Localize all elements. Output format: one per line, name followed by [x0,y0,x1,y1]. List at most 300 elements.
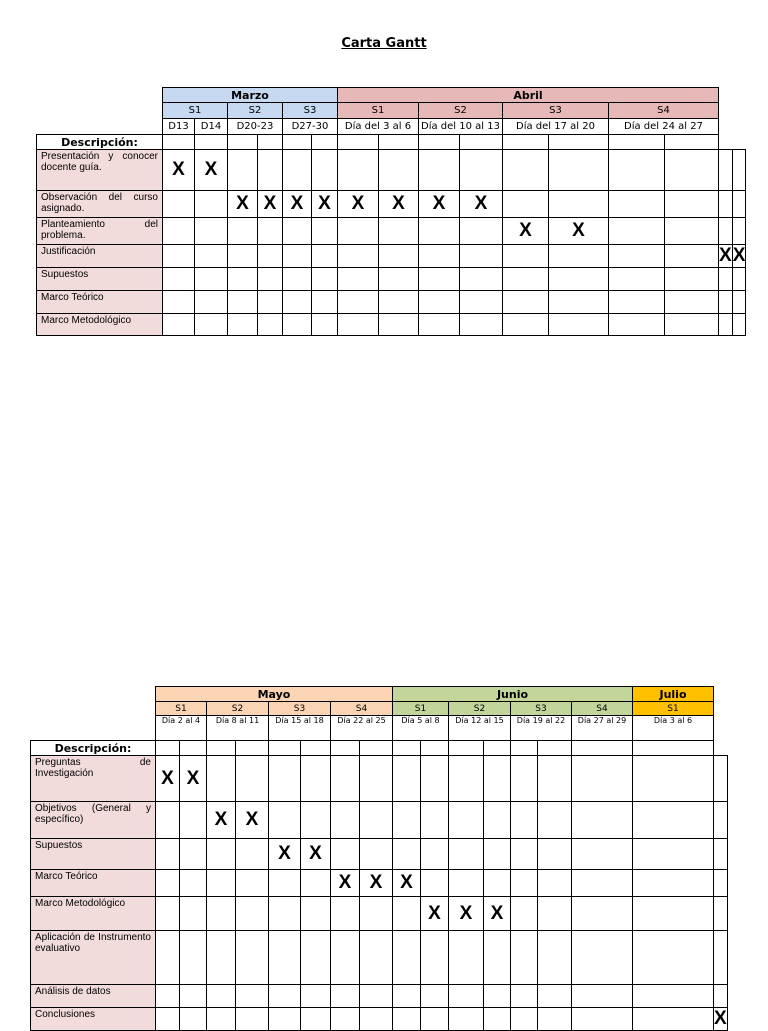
schedule-cell [460,314,503,336]
schedule-cell [258,218,283,245]
schedule-cell [207,870,236,897]
task-label: Marco Teórico [37,291,163,314]
schedule-cell: X [301,839,331,870]
task-row [31,1008,728,1031]
day-header: Día 15 al 18 [269,716,331,741]
schedule-cell [714,839,728,870]
day-header: Día 22 al 25 [331,716,393,741]
grid-cell [609,135,665,150]
schedule-cell [633,985,714,1008]
schedule-cell: X [195,150,228,191]
gantt-table-mayo-julio [30,686,728,1031]
schedule-cell [269,756,301,802]
schedule-cell [331,897,360,931]
schedule-cell [719,314,733,336]
schedule-cell [714,756,728,802]
schedule-cell: X [732,245,746,266]
schedule-cell [665,218,719,245]
task-row [37,245,746,268]
task-label: Marco Metodológico [37,314,163,336]
schedule-cell [360,897,393,931]
task-row [31,802,728,839]
task-label: Observación del curso asignado. [37,191,163,218]
schedule-cell [419,314,460,336]
grid-cell [360,741,393,756]
schedule-cell [449,931,484,985]
schedule-cell [484,839,511,870]
schedule-cell [511,985,538,1008]
grid-cell [269,741,301,756]
task-label: Supuestos [37,268,163,291]
schedule-cell [360,931,393,985]
schedule-cell [301,897,331,931]
task-rows [31,756,728,1031]
grid-cell [283,135,312,150]
task-label: Marco Teórico [31,870,156,897]
schedule-cell [665,191,719,218]
schedule-cell [228,268,258,291]
schedule-cell [511,1008,538,1031]
schedule-cell [393,839,421,870]
schedule-cell [460,268,503,291]
schedule-cell [180,870,207,897]
grid-cell [331,741,360,756]
schedule-cell [419,291,460,314]
schedule-cell [421,870,449,897]
schedule-cell [338,291,379,314]
schedule-cell [609,245,665,268]
schedule-cell [572,1008,633,1031]
description-header: Descripción: [37,135,163,150]
week-header: S1 [338,103,419,119]
schedule-cell [156,839,180,870]
schedule-cell [301,985,331,1008]
schedule-cell [538,897,572,931]
schedule-cell [163,245,195,268]
schedule-cell: X [207,802,236,839]
schedule-cell: X [180,756,207,802]
schedule-cell [258,314,283,336]
schedule-cell [665,291,719,314]
schedule-cell: X [258,191,283,218]
schedule-cell [633,931,714,985]
description-header: Descripción: [31,741,156,756]
schedule-cell [633,756,714,802]
task-label: Planteamiento del problema. [37,218,163,245]
schedule-cell [449,870,484,897]
schedule-cell [484,1008,511,1031]
schedule-cell [236,756,269,802]
day-header: Día del 17 al 20 [503,119,609,135]
week-header: S2 [228,103,283,119]
schedule-cell [503,314,549,336]
schedule-cell [258,291,283,314]
schedule-cell [460,245,503,268]
week-header: S4 [572,702,633,716]
schedule-cell [312,245,338,268]
schedule-cell: X [379,191,419,218]
schedule-cell [207,931,236,985]
grid-cell [633,741,714,756]
task-row [37,191,746,218]
day-header: D27-30 [283,119,338,135]
schedule-cell [449,985,484,1008]
day-header: D14 [195,119,228,135]
schedule-cell [195,291,228,314]
schedule-cell [258,245,283,268]
schedule-cell [180,1008,207,1031]
schedule-cell [180,802,207,839]
month-header: Mayo [156,687,393,702]
schedule-cell [421,1008,449,1031]
schedule-cell [269,897,301,931]
schedule-cell [301,756,331,802]
schedule-cell: X [714,1008,727,1029]
schedule-cell [572,839,633,870]
schedule-cell [163,218,195,245]
schedule-cell [312,268,338,291]
schedule-cell [207,1008,236,1031]
schedule-cell [283,291,312,314]
schedule-cell [331,931,360,985]
schedule-cell [503,291,549,314]
grid-cell [511,741,538,756]
blank-corner [37,103,163,119]
schedule-cell [312,150,338,191]
schedule-cell [207,897,236,931]
schedule-cell [719,191,733,218]
schedule-cell [511,931,538,985]
schedule-cell [714,870,728,897]
schedule-cell [665,150,719,191]
grid-cell [156,741,180,756]
schedule-cell [609,314,665,336]
schedule-cell [180,839,207,870]
task-label: Justificación [37,245,163,268]
task-row [31,839,728,870]
schedule-cell [511,897,538,931]
schedule-cell [379,291,419,314]
schedule-cell [421,931,449,985]
task-row [31,870,728,897]
grid-cell [538,741,572,756]
schedule-cell [236,1008,269,1031]
schedule-cell [338,218,379,245]
schedule-cell [269,985,301,1008]
schedule-cell [163,291,195,314]
schedule-cell [460,218,503,245]
grid-cell [665,135,719,150]
grid-cell [484,741,511,756]
schedule-cell [393,985,421,1008]
schedule-cell [379,314,419,336]
schedule-cell [301,802,331,839]
schedule-cell [460,150,503,191]
schedule-cell [719,268,733,291]
schedule-cell [421,985,449,1008]
schedule-cell [207,839,236,870]
schedule-cell [156,897,180,931]
schedule-cell [484,756,511,802]
schedule-cell [180,897,207,931]
task-row [31,985,728,1008]
schedule-cell [301,1008,331,1031]
week-header: S4 [331,702,393,716]
schedule-cell [360,839,393,870]
schedule-cell [360,756,393,802]
schedule-cell: X [236,802,269,839]
day-header: Día del 3 al 6 [338,119,419,135]
grid-cell [419,135,460,150]
schedule-cell [419,150,460,191]
schedule-cell [633,802,714,839]
schedule-cell: X [360,870,393,897]
schedule-cell [338,268,379,291]
grid-cell [228,135,258,150]
schedule-cell [283,150,312,191]
grid-cell [163,135,195,150]
schedule-cell [269,1008,301,1031]
schedule-cell [511,756,538,802]
week-header: S3 [503,103,609,119]
schedule-cell [163,314,195,336]
schedule-cell [609,268,665,291]
schedule-cell: X [283,191,312,218]
week-header: S1 [163,103,228,119]
schedule-cell [449,839,484,870]
schedule-cell [732,291,746,314]
day-header: Día 8 al 11 [207,716,269,741]
schedule-cell: X [503,218,549,245]
schedule-cell [195,314,228,336]
gantt-table-marzo-abril [36,87,746,336]
schedule-cell [449,802,484,839]
schedule-cell [258,150,283,191]
schedule-cell [538,870,572,897]
schedule-cell [538,1008,572,1031]
schedule-cell [665,245,719,268]
task-label: Análisis de datos [31,985,156,1008]
week-header: S3 [269,702,331,716]
grid-cell [460,135,503,150]
schedule-cell [156,1008,180,1031]
grid-cell [421,741,449,756]
month-header: Junio [393,687,633,702]
month-header: Marzo [163,88,338,103]
schedule-cell [360,802,393,839]
task-rows [37,150,746,336]
schedule-cell [609,150,665,191]
grid-cell [312,135,338,150]
week-header: S3 [283,103,338,119]
schedule-cell [236,839,269,870]
schedule-cell [732,218,746,245]
grid-cell [207,741,236,756]
schedule-cell [338,245,379,268]
task-label: Presentación y conocer docente guía. [37,150,163,191]
page-title: Carta Gantt [341,36,427,51]
schedule-cell [195,191,228,218]
task-label: Supuestos [31,839,156,870]
month-header: Julio [633,687,714,702]
schedule-cell [511,802,538,839]
schedule-cell [714,802,728,839]
schedule-cell [228,218,258,245]
schedule-cell [714,897,728,931]
schedule-cell [195,268,228,291]
schedule-cell [283,245,312,268]
schedule-cell [719,218,733,245]
schedule-cell [714,931,728,985]
schedule-cell [484,931,511,985]
schedule-cell [549,191,609,218]
grid-cell [258,135,283,150]
schedule-cell [156,931,180,985]
schedule-cell [549,150,609,191]
schedule-cell [572,897,633,931]
day-header: Día 5 al 8 [393,716,449,741]
schedule-cell [609,191,665,218]
grid-cell [393,741,421,756]
grid-cell [503,135,549,150]
task-row [37,150,746,191]
schedule-cell [503,150,549,191]
schedule-cell [460,291,503,314]
schedule-cell [312,314,338,336]
schedule-cell [538,839,572,870]
schedule-cell [511,839,538,870]
schedule-cell: X [228,191,258,218]
schedule-cell [283,218,312,245]
schedule-cell [393,756,421,802]
task-row [37,291,746,314]
blank-corner [37,119,163,135]
schedule-cell [538,756,572,802]
day-header: Día del 24 al 27 [609,119,719,135]
week-header: S3 [511,702,572,716]
schedule-cell: X [719,245,732,266]
grid-cell [236,741,269,756]
blank-corner [31,687,156,702]
day-header: Día 3 al 6 [633,716,714,741]
schedule-cell [312,291,338,314]
schedule-cell [195,218,228,245]
schedule-cell [609,291,665,314]
task-label: Conclusiones [31,1008,156,1031]
schedule-cell: X [393,870,421,897]
blank-corner [37,88,163,103]
schedule-cell [572,985,633,1008]
schedule-cell [732,191,746,218]
schedule-cell [393,931,421,985]
schedule-cell [665,314,719,336]
task-label: Aplicación de Instrumento evaluativo [31,931,156,985]
schedule-cell [732,150,746,191]
schedule-cell [331,1008,360,1031]
schedule-cell [393,802,421,839]
schedule-cell [549,314,609,336]
task-row [31,931,728,985]
grid-cell [338,135,379,150]
schedule-cell [633,897,714,931]
blank-corner [31,702,156,716]
schedule-cell [379,150,419,191]
schedule-cell [549,245,609,268]
schedule-cell [228,245,258,268]
schedule-cell [312,218,338,245]
schedule-cell [633,1008,714,1031]
schedule-cell [421,839,449,870]
day-header: Día del 10 al 13 [419,119,503,135]
day-header: Día 12 al 15 [449,716,511,741]
schedule-cell: X [421,897,449,931]
schedule-cell [228,150,258,191]
day-header: Día 2 al 4 [156,716,207,741]
schedule-cell: X [549,218,609,245]
schedule-cell [449,756,484,802]
schedule-cell [609,218,665,245]
schedule-cell [484,870,511,897]
schedule-cell [503,268,549,291]
schedule-cell: X [331,870,360,897]
schedule-cell [572,756,633,802]
schedule-cell [484,985,511,1008]
schedule-cell: X [338,191,379,218]
blank-corner [31,716,156,741]
task-row [31,756,728,802]
schedule-cell: X [312,191,338,218]
schedule-cell [379,268,419,291]
schedule-cell [419,268,460,291]
schedule-cell: X [419,191,460,218]
schedule-cell [163,191,195,218]
schedule-cell [538,802,572,839]
month-header: Abril [338,88,719,103]
schedule-cell [719,150,733,191]
schedule-cell [338,314,379,336]
schedule-cell [331,756,360,802]
grid-cell [379,135,419,150]
grid-cell [180,741,207,756]
schedule-cell [236,985,269,1008]
task-row [37,268,746,291]
schedule-cell [331,985,360,1008]
grid-cell [572,741,633,756]
grid-cell [449,741,484,756]
schedule-cell [379,245,419,268]
schedule-cell [163,268,195,291]
grid-cell [301,741,331,756]
schedule-cell [633,870,714,897]
week-header: S2 [419,103,503,119]
schedule-cell [732,268,746,291]
task-label: Marco Metodológico [31,897,156,931]
schedule-cell [301,931,331,985]
schedule-cell [156,870,180,897]
schedule-cell [156,802,180,839]
schedule-cell [449,1008,484,1031]
week-header: S1 [393,702,449,716]
day-header: D13 [163,119,195,135]
schedule-cell [393,1008,421,1031]
schedule-cell: X [269,839,301,870]
schedule-cell: X [163,150,195,191]
schedule-cell [180,931,207,985]
schedule-cell [236,870,269,897]
schedule-cell [665,268,719,291]
schedule-cell [338,150,379,191]
task-label: Preguntas de Investigación [31,756,156,802]
